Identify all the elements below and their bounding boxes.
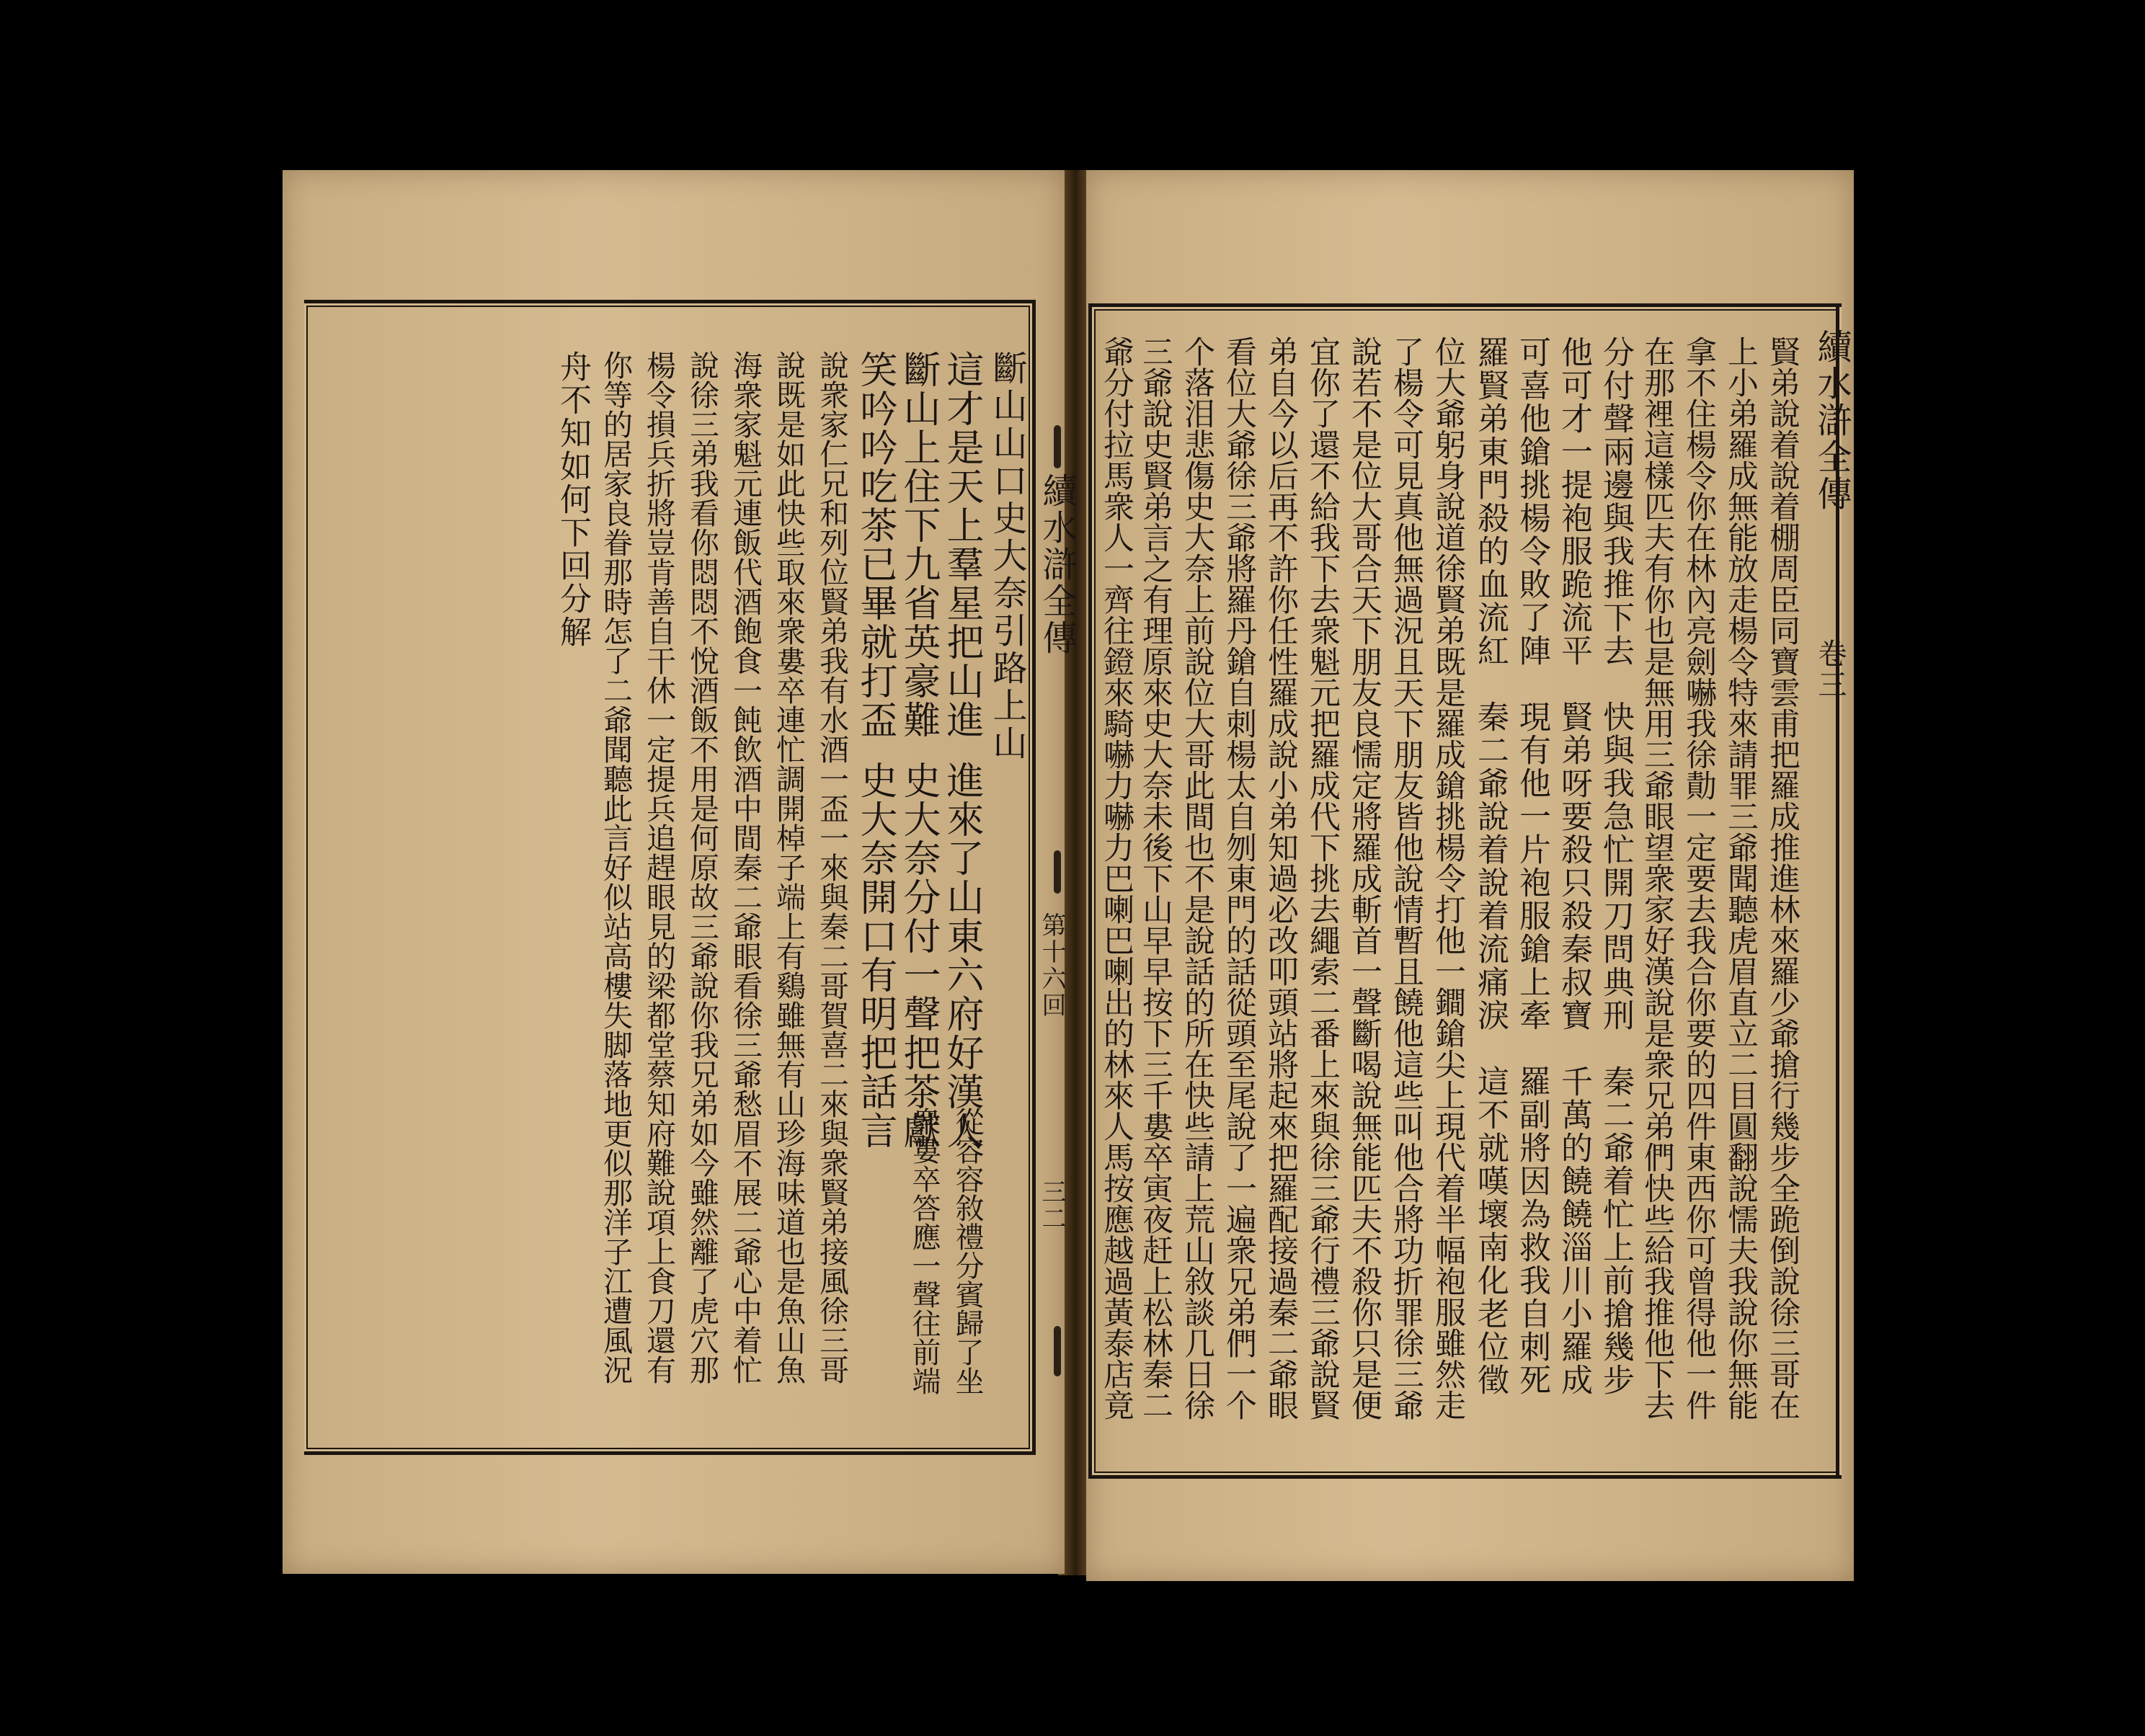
left-col-4: 笑吟吟吃茶已畢就打盃 xyxy=(853,350,897,739)
left-col-2: 這才是天上羣星把山進 xyxy=(940,350,983,739)
right-col-15: 个落泪悲傷史大奈上前說位大哥此間也不是說話的所在快些請上荒山敘談几日徐 xyxy=(1179,336,1215,1420)
right-col-17: 爺分付拉馬衆人一齊往鐙來騎嚇力嚇力巴喇巴喇出的林來人馬按應越過黃泰店竟 xyxy=(1098,336,1134,1420)
left-col-10: 你等的居家良眷那時怎了二爺聞聽此言好似站高樓失脚落地更似那洋子江遭風況 xyxy=(598,350,633,1384)
left-col-2b: 進來了山東六府好漢人 xyxy=(940,761,983,1150)
right-volume-label: 卷三 xyxy=(1813,638,1847,700)
right-col-3: 拿不住楊令你在林內亮劍嚇我徐勣一定要去我合你要的四件東西你可曾得他一件 xyxy=(1681,336,1717,1420)
left-col-8: 說徐三弟我看你悶悶不悅酒飯不用是何原故三爺說你我兄弟如今雖然離了虎穴那 xyxy=(685,350,719,1384)
left-col-7: 海衆家魁元連飯代酒飽食一飩飲酒中間秦二爺眼看徐三爺愁眉不展二爺心中着忙 xyxy=(728,350,763,1384)
left-col-11: 舟不知如何下回分解 xyxy=(554,350,591,649)
right-col-11: 說若不是位大哥合天下朋友良懦定將羅成斬首一聲斷喝說無能匹夫不殺你只是便 xyxy=(1346,336,1382,1420)
left-col-1: 斷山山口史大奈引路上山 xyxy=(987,350,1027,762)
right-col-14: 看位大爺徐三爺將羅丹鎗自刺楊太自刎東門的話從頭至尾說了一遍衆兄弟們一个 xyxy=(1221,336,1257,1420)
right-col-1: 賢弟說着說着棚周臣同寶雲甫把羅成推進林來羅少爺搶行幾步全跪倒說徐三哥在 xyxy=(1764,336,1800,1420)
right-col-7: 可喜他鎗挑楊令敗了陣 現有他一片袍服鎗上牽 羅副將因為救我自刺死 xyxy=(1514,336,1550,1397)
left-col-4b: 史大奈開口有明把話言 xyxy=(853,761,897,1150)
binding-thread xyxy=(1054,1326,1061,1376)
left-col-3c: 衆婁卒答應一聲往前端 xyxy=(907,1107,941,1395)
right-col-16: 三爺說史賢弟言之有理原來史大奈未後下山早早按下三千婁卒寅夜赶上松林秦二 xyxy=(1137,336,1173,1420)
left-page-number: 三二 xyxy=(1037,1179,1066,1232)
right-col-8: 羅賢弟東門殺的血流紅 秦二爺說着說着流痛淚 這不就嘆壞南化老位徵 xyxy=(1472,336,1509,1397)
left-col-2c: 從容容敘禮分賓歸了坐 xyxy=(951,1107,984,1395)
right-col-5: 分付聲兩邊與我推下去 快與我急忙開刀問典刑 秦二爺着忙上前搶幾步 xyxy=(1597,336,1634,1397)
right-col-2: 上小弟羅成無能放走楊令特來請罪三爺聞聽虎眉直立二目圓翻說懦夫我說你無能 xyxy=(1723,336,1759,1420)
right-col-10: 了楊令可見真他無過況且天下朋友皆他說情暫且饒他這些叫他合將功折罪徐三爺 xyxy=(1388,336,1424,1420)
left-col-9: 楊令損兵折將豈肯善自干休一定提兵追趕眼見的梁都堂蔡知府難說項上食刀還有 xyxy=(641,350,676,1384)
right-col-6: 他可才一提袍服跪流平 賢弟呀要殺只殺秦叔寶 千萬的饒饒淄川小羅成 xyxy=(1555,336,1592,1397)
left-col-5: 說衆家仁兄和列位賢弟我有水酒一盃一來與秦二哥賀喜二來與衆賢弟接風徐三哥 xyxy=(814,350,849,1384)
left-col-6: 說既是如此快些取來衆婁卒連忙調開棹子端上有鷄雖無有山珍海味道也是魚山魚 xyxy=(771,350,806,1384)
right-col-9: 位大爺躬身說道徐賢弟既是羅成鎗挑楊令打他一鐧鎗尖上現代着半幅袍服雖然走 xyxy=(1430,336,1466,1420)
left-chapter-label: 第十六回 xyxy=(1037,912,1066,1019)
left-page xyxy=(283,170,1077,1574)
binding-thread xyxy=(1054,850,1061,894)
left-col-3: 斷山上住下九省英豪難 xyxy=(897,350,940,739)
right-col-4: 在那裡這樣匹夫有你也是無用三爺眼望衆家好漢說是衆兄弟們快些給我推他下去 xyxy=(1639,336,1675,1420)
binding-thread xyxy=(1054,425,1061,468)
left-col-3b: 史大奈分付一聲把茶獻 xyxy=(897,761,940,1150)
right-page xyxy=(1086,170,1854,1581)
right-book-title: 續水滸全傳 xyxy=(1811,329,1852,512)
right-col-13: 弟自今以后再不許你任性羅成說小弟知過必改叩頭站將起來把羅配接過秦二爺眼 xyxy=(1263,336,1299,1420)
left-book-title: 續水滸全傳 xyxy=(1036,473,1077,656)
right-col-12: 宜你了還不給我下去衆魁元把羅成代下挑去繩索二番上來與徐三爺行禮三爺說賢 xyxy=(1305,336,1341,1420)
